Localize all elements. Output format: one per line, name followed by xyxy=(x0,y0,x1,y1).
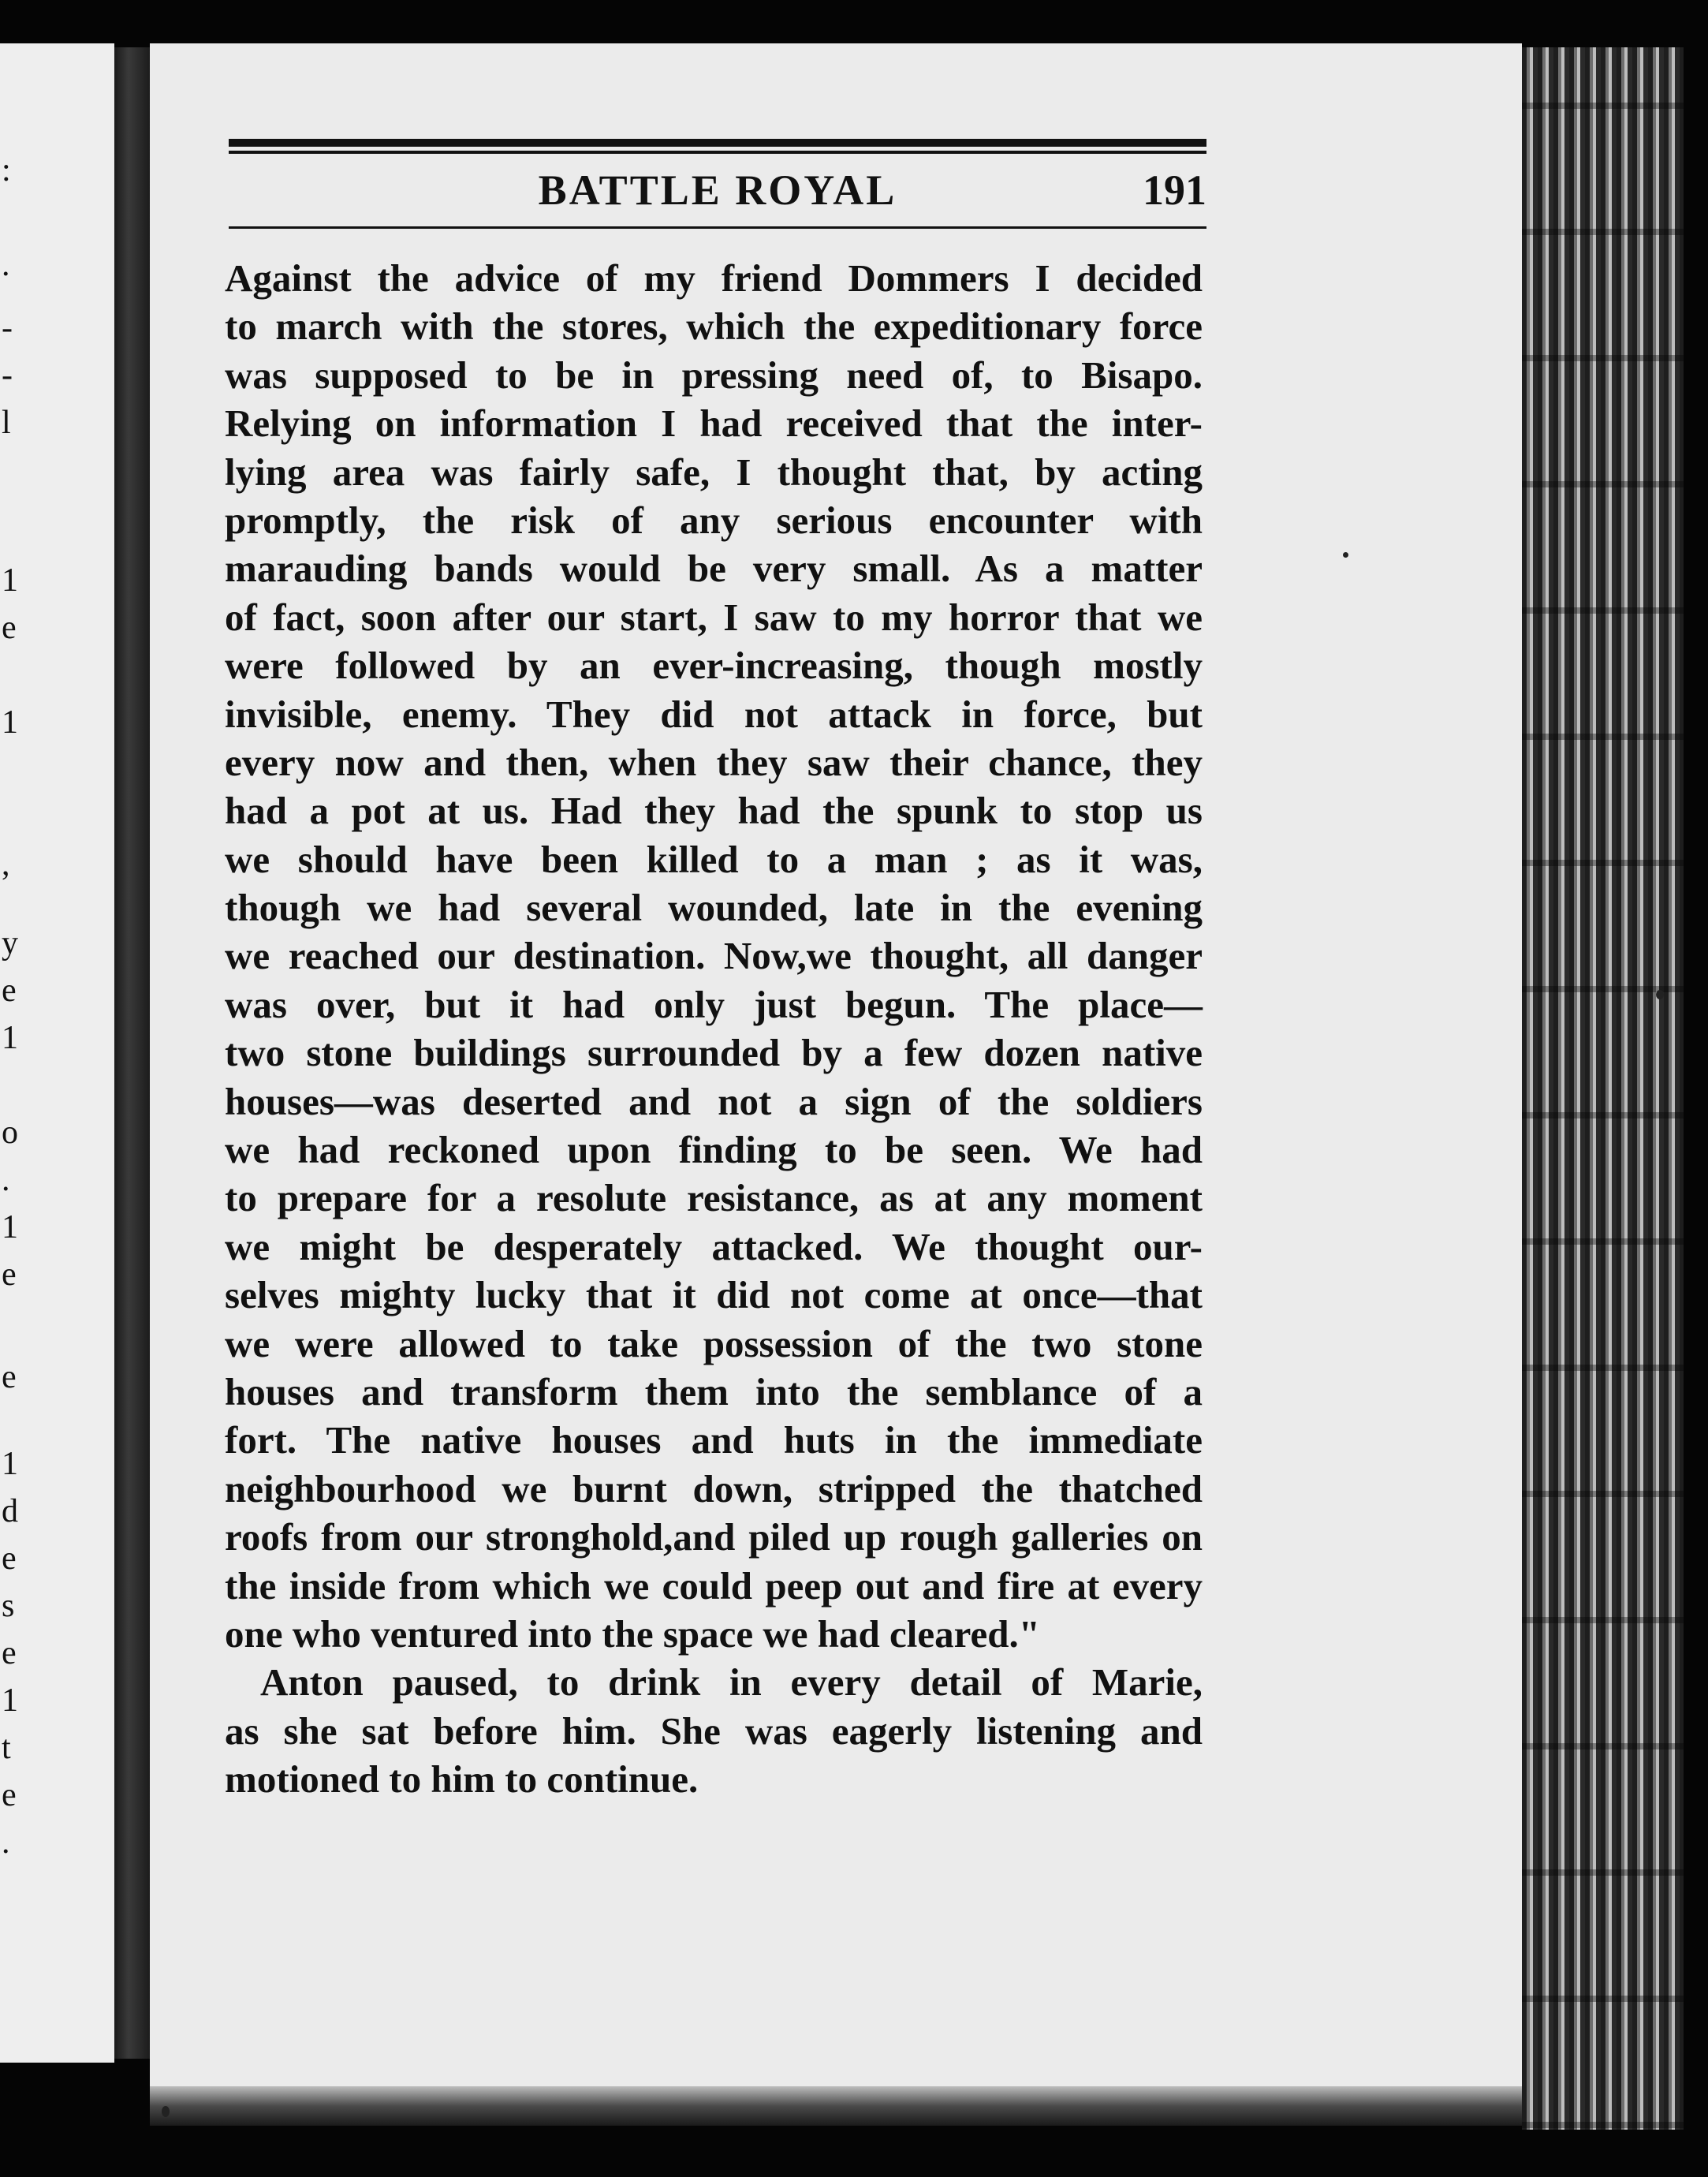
left-page-letter: o xyxy=(2,1115,18,1151)
left-page-letter: : xyxy=(2,152,11,189)
text-line: lying area was fairly safe, I thought that, by acting xyxy=(225,450,1203,494)
left-page-letter: e xyxy=(2,1359,17,1395)
text-line: of fact, soon after our start, I saw to my horror that we xyxy=(225,595,1203,639)
text-line: was supposed to be in pressing need of, to Bisapo. xyxy=(225,353,1203,397)
left-page-letter: . xyxy=(2,1824,10,1861)
left-page-letter: - xyxy=(2,357,13,394)
text-line: two stone buildings surrounded by a few dozen native xyxy=(225,1031,1203,1075)
text-line: every now and then, when they saw their chance, they xyxy=(225,740,1203,784)
left-page-letter: e xyxy=(2,1777,17,1813)
text-line: one who ventured into the space we had cleared." xyxy=(225,1611,1040,1656)
left-page-letter: 1 xyxy=(2,1020,18,1056)
text-line: Anton paused, to drink in every detail of Marie, xyxy=(260,1660,1203,1705)
text-line: marauding bands would be very small. As a matter xyxy=(225,547,1203,591)
left-page-letter: e xyxy=(2,1257,17,1293)
left-page-letter: d xyxy=(2,1493,18,1529)
left-page-letter: - xyxy=(2,310,13,346)
text-line: to prepare for a resolute resistance, as at any moment xyxy=(225,1176,1203,1220)
page-bottom-edge xyxy=(150,2086,1522,2126)
text-line: we had reckoned upon finding to be seen. We had xyxy=(225,1128,1203,1172)
left-page-letter: e xyxy=(2,1540,17,1577)
header-rule-thin xyxy=(229,151,1206,154)
book-gutter xyxy=(114,47,150,2059)
left-page-letter: t xyxy=(2,1730,11,1766)
text-line: we were allowed to take possession of the two stone xyxy=(225,1321,1203,1365)
text-line: selves mighty lucky that it did not come at once—that xyxy=(225,1273,1203,1317)
text-line: houses and transform them into the semblance of a xyxy=(225,1369,1203,1413)
dust-speck xyxy=(1343,552,1348,558)
body-text xyxy=(225,254,1203,1804)
page-number: 191 xyxy=(1143,166,1206,214)
left-page-letter: e xyxy=(2,610,17,646)
text-line: neighbourhood we burnt down, stripped the thatched xyxy=(225,1466,1203,1510)
text-line: was over, but it had only just begun. The place— xyxy=(225,982,1203,1026)
text-line: we might be desperately attacked. We thought our- xyxy=(225,1224,1203,1268)
left-page-letter: e xyxy=(2,973,17,1009)
left-page-letter: e xyxy=(2,1635,17,1671)
text-line: the inside from which we could peep out and fire at every xyxy=(225,1563,1203,1608)
text-line: promptly, the risk of any serious encounter with xyxy=(225,498,1203,542)
left-facing-page xyxy=(0,43,114,2063)
text-line: fort. The native houses and huts in the immediate xyxy=(225,1418,1203,1462)
left-page-letter: 1 xyxy=(2,704,18,741)
header-rule-thick xyxy=(229,139,1206,147)
text-line: motioned to him to continue. xyxy=(225,1757,699,1802)
text-line: roofs from our stronghold,and piled up rough galleries on xyxy=(225,1515,1203,1559)
left-page-letter: 1 xyxy=(2,562,18,599)
dust-speck xyxy=(1656,990,1664,999)
left-page-letter-column xyxy=(0,154,32,1889)
left-page-letter: 1 xyxy=(2,1682,18,1719)
text-line: we should have been killed to a man ; as it was, xyxy=(225,837,1203,881)
left-page-letter: l xyxy=(2,405,11,441)
text-line: to march with the stores, which the expeditionary force xyxy=(225,304,1203,349)
text-line: had a pot at us. Had they had the spunk to stop us xyxy=(225,789,1203,833)
dust-speck xyxy=(162,2106,170,2117)
running-title: BATTLE ROYAL xyxy=(538,166,897,214)
text-line: houses—was deserted and not a sign of the soldiers xyxy=(225,1079,1203,1123)
left-page-letter: 1 xyxy=(2,1446,18,1482)
header-underline xyxy=(229,226,1206,229)
text-line: invisible, enemy. They did not attack in force, but xyxy=(225,692,1203,736)
text-line: though we had several wounded, late in the evening xyxy=(225,886,1203,930)
running-head xyxy=(229,166,1206,221)
left-page-letter: y xyxy=(2,925,18,962)
text-line: Against the advice of my friend Dommers I decided xyxy=(225,256,1203,300)
text-line: were followed by an ever-increasing, though mostly xyxy=(225,644,1203,688)
text-line: Relying on information I had received that the inter- xyxy=(225,401,1203,446)
left-page-letter: . xyxy=(2,247,10,283)
left-page-letter: s xyxy=(2,1588,15,1624)
text-line: as she sat before him. She was eagerly listening and xyxy=(225,1708,1203,1753)
text-line: we reached our destination. Now,we thought, all danger xyxy=(225,934,1203,978)
left-page-letter: . xyxy=(2,1162,10,1198)
left-page-letter: , xyxy=(2,846,10,883)
left-page-letter: 1 xyxy=(2,1209,18,1245)
page-fore-edge xyxy=(1522,47,1684,2130)
